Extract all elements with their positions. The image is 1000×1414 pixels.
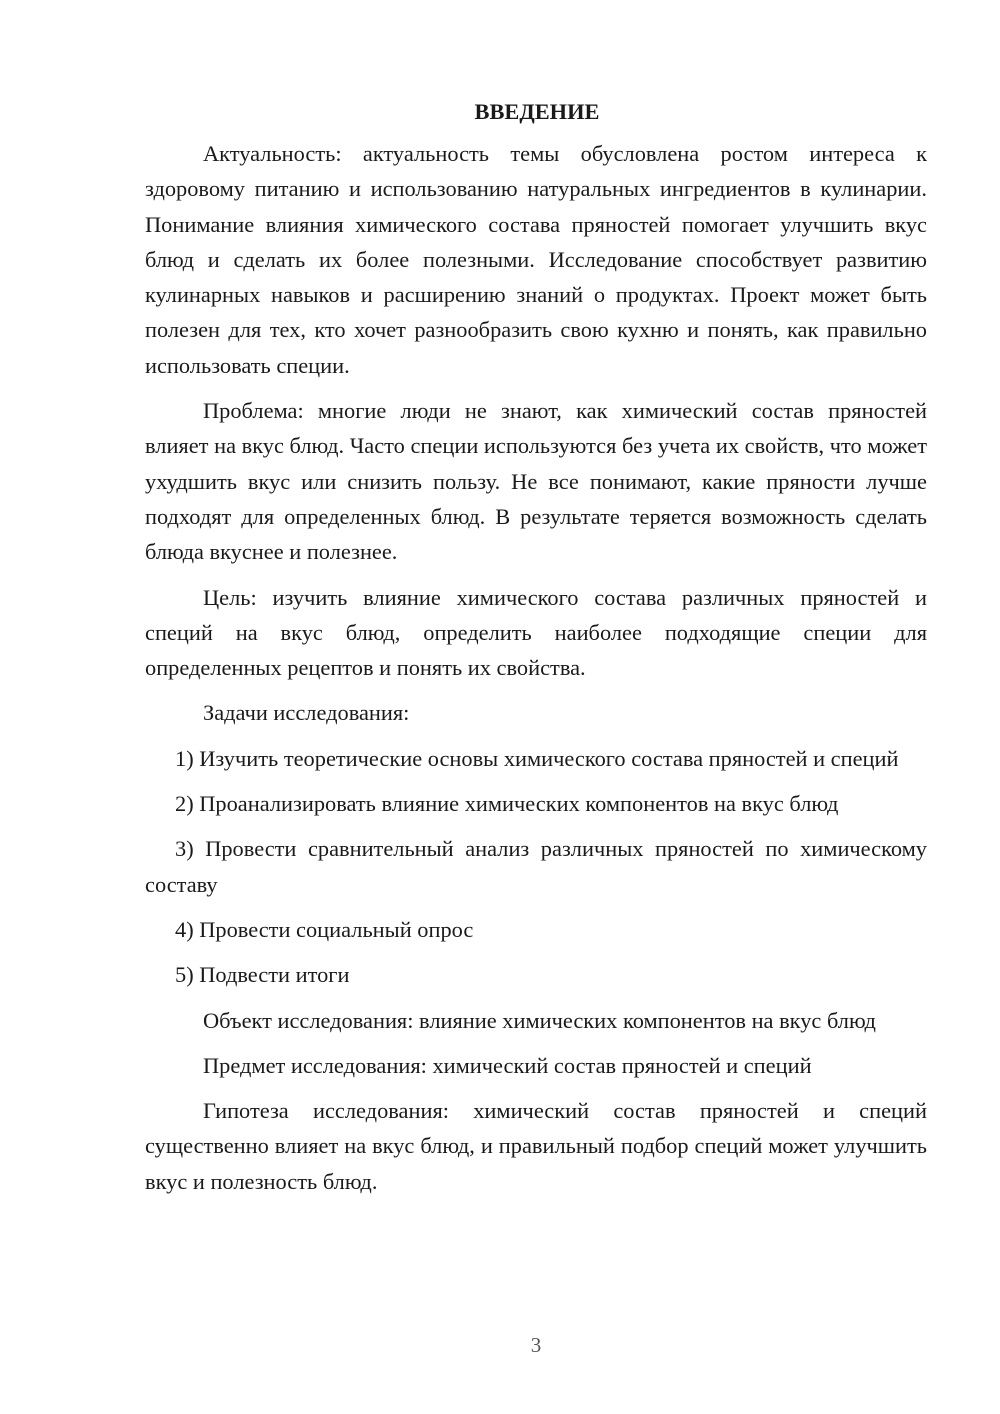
task-item-4: 4) Провести социальный опрос	[175, 916, 474, 942]
section-title: ВВЕДЕНИЕ	[474, 99, 600, 124]
hypothesis-paragraph: Гипотеза исследования: химический состав пряностей и специй существенно влияет на вкус блюд, и правильный подбор специй может улучшить вкус и полезность блюд.	[145, 1098, 927, 1194]
document-body	[145, 90, 927, 1209]
subject-paragraph: Предмет исследования: химический состав пряностей и специй	[203, 1052, 812, 1078]
page-number: 3	[530, 1333, 542, 1357]
relevance-paragraph: Актуальность: актуальность темы обусловлена ростом интереса к здоровому питанию и использованию натуральных ингредиентов в кулинарии. Понимание влияния химического состава пряностей помогает улучшить вкус блюд и сделать их более полезными. Исследование способствует развитию кулинарных навыков и расширению знаний о продуктах. Проект может быть полезен для тех, кто хочет разнообразить свою кухню и понять, как правильно использовать специи.	[145, 141, 927, 378]
object-paragraph: Объект исследования: влияние химических компонентов на вкус блюд	[203, 1007, 876, 1033]
task-item-2: 2) Проанализировать влияние химических компонентов на вкус блюд	[175, 791, 839, 817]
goal-paragraph: Цель: изучить влияние химического состава различных пряностей и специй на вкус блюд, определить наиболее подходящие специи для определенных рецептов и понять их свойства.	[145, 584, 927, 681]
tasks-heading: Задачи исследования:	[203, 700, 410, 726]
task-item-3: 3) Провести сравнительный анализ различных пряностей по химическому составу	[145, 836, 927, 897]
task-item-5: 5) Подвести итоги	[175, 962, 350, 988]
problem-paragraph: Проблема: многие люди не знают, как химический состав пряностей влияет на вкус блюд. Часто специи используются без учета их свойств, что может ухудшить вкус или снизить пользу. Не все понимают, какие пряности лучше подходят для определенных блюд. В результате теряется возможность сделать блюда вкуснее и полезнее.	[145, 398, 927, 565]
task-item-1: 1) Изучить теоретические основы химического состава пряностей и специй	[175, 745, 899, 771]
